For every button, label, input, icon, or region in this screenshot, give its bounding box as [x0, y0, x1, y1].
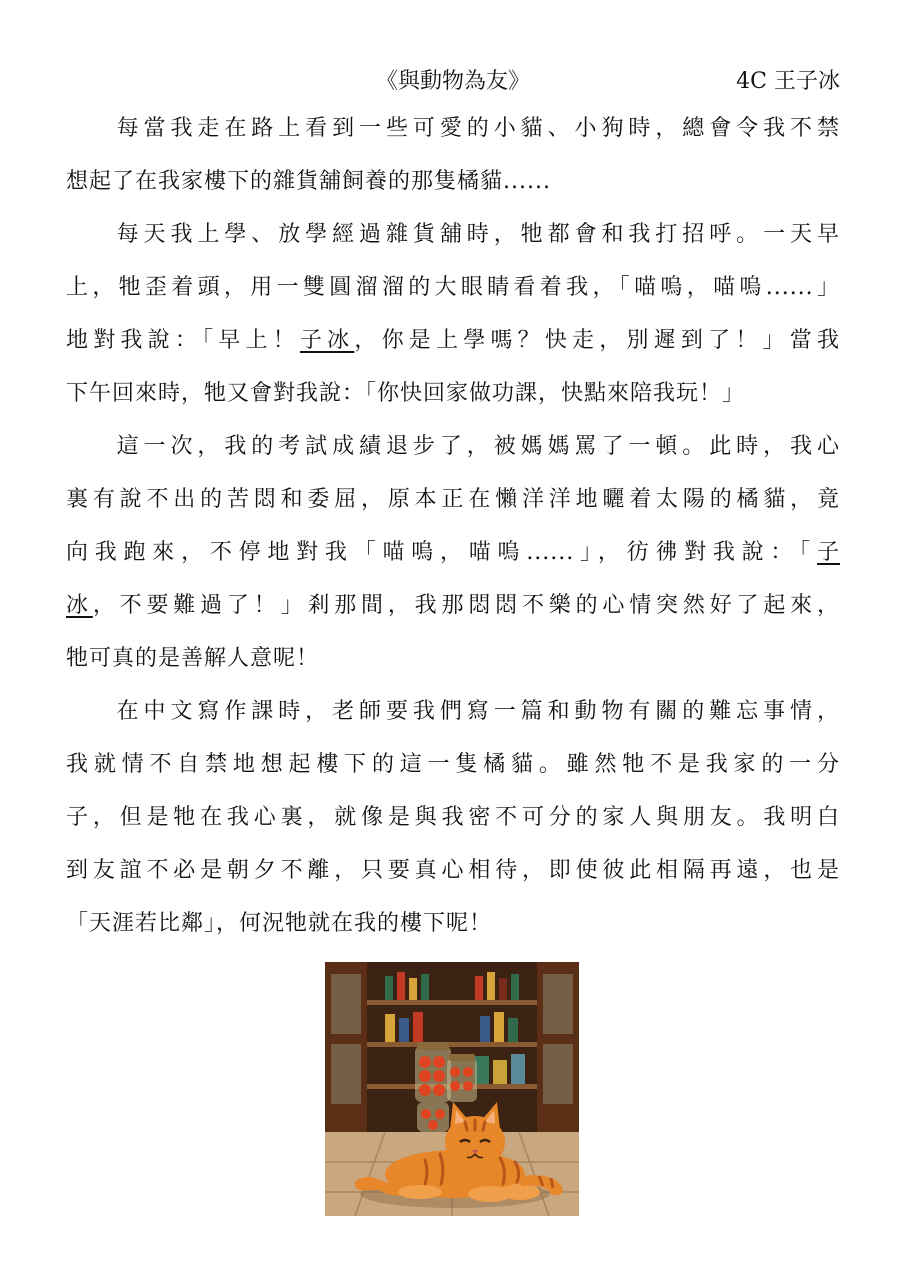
text-line: 上，牠歪着頭，用一雙圓溜溜的大眼睛看着我，「喵嗚，喵嗚......」 [66, 275, 840, 300]
cat-illustration-svg [325, 962, 579, 1216]
text-line [66, 579, 840, 632]
text-line: 這一次，我的考試成績退步了，被媽媽罵了一頓。此時，我心 [116, 434, 840, 459]
text-line: 到友誼不必是朝夕不離，只要真心相待，即使彼此相隔再遠，也是 [66, 858, 840, 883]
underlined-name: 子冰 [299, 328, 355, 353]
text-line: 我就情不自禁地想起樓下的這一隻橘貓。雖然牠不是我家的一分 [66, 752, 840, 777]
text-line: 牠可真的是善解人意呢！ [66, 646, 320, 671]
text-line: 想起了在我家樓下的雜貨舖飼養的那隻橘貓...... [66, 169, 551, 194]
text-line: 在中文寫作課時，老師要我們寫一篇和動物有關的難忘事情， [116, 699, 840, 724]
text-line: 下午回來時，牠又會對我說：「你快回家做功課，快點來陪我玩！」 [66, 381, 746, 406]
cat-illustration [325, 962, 579, 1216]
text-segment: 向我跑來，不停地對我「喵嗚，喵嗚......」，彷彿對我說：「 [66, 540, 817, 565]
text-segment: ，不要難過了！」剎那間，我那悶悶不樂的心情突然好了起來， [92, 593, 840, 618]
text-segment: 地對我說：「早上！ [66, 328, 300, 353]
text-line: 裏有說不出的苦悶和委屈，原本正在懶洋洋地曬着太陽的橘貓，竟 [66, 487, 840, 512]
author-name: 4C 王子冰 [736, 69, 840, 94]
text-line: 每天我上學、放學經過雜貨舖時，牠都會和我打招呼。一天早 [116, 222, 840, 247]
text-line: 「天涯若比鄰」，何況牠就在我的樓下呢！ [66, 911, 493, 936]
paragraph-1 [66, 102, 840, 208]
title-row [66, 62, 840, 102]
paragraph-2 [66, 208, 840, 420]
underlined-name: 子 [816, 540, 840, 565]
text-line: 子，但是牠在我心裏，就像是與我密不可分的家人與朋友。我明白 [66, 805, 840, 830]
paragraph-3 [66, 420, 840, 685]
text-segment: ，你是上學嗎？快走，別遲到了！」當我 [354, 328, 840, 353]
essay-body [66, 102, 840, 950]
essay-title: 《與動物為友》 [375, 69, 530, 94]
underlined-name: 冰 [66, 593, 93, 618]
text-line [66, 526, 840, 579]
text-line [66, 314, 840, 367]
paragraph-4 [66, 685, 840, 950]
text-line: 每當我走在路上看到一些可愛的小貓、小狗時，總會令我不禁 [116, 116, 840, 141]
